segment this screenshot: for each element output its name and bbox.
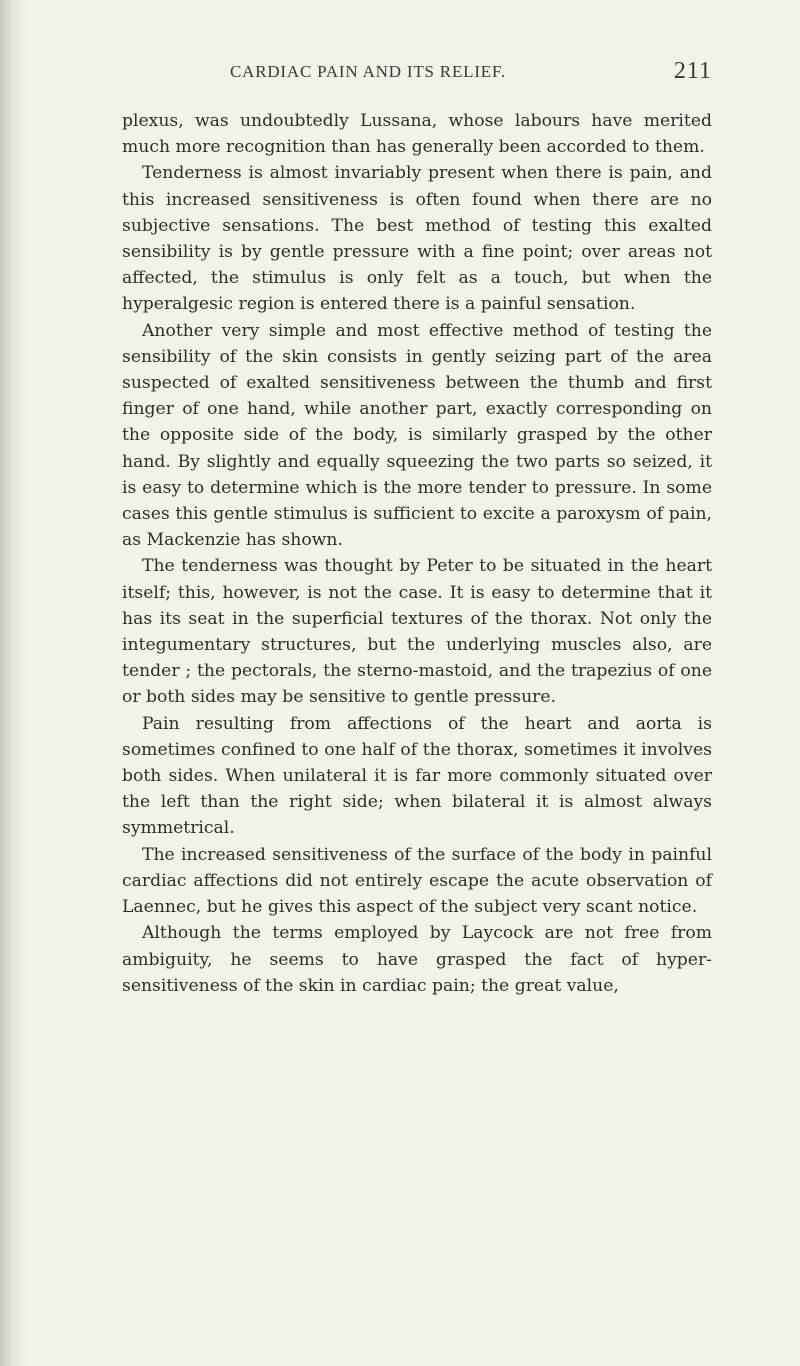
paragraph: The tenderness was thought by Peter to be situated in the heart itself; this, however, is not the case. It is easy to determine that it has its seat in the superficial textures of the thorax. Not only the integumentary structures, but the underlying muscles also, are tender ; the pectorals, the sterno-mastoid, and the trapezius of one or both sides may be sensitive to gentle pressure.: [122, 556, 712, 708]
paragraph: The increased sensitiveness of the surface of the body in painful cardiac affections did not entirely escape the acute observation of Laennec, but he gives this aspect of the subject very scant notice.: [122, 844, 712, 918]
paragraph: plexus, was undoubtedly Lussana, whose labours have merited much more recognition than has generally been accorded to them.: [122, 111, 712, 158]
body-text: [122, 108, 712, 999]
paragraph: Another very simple and most effective method of testing the sensibility of the skin consists in gently seizing part of the area suspected of exalted sensitiveness between the thumb and first finger of one hand, while another part, exactly corresponding on the opposite side of the body, is similarly grasped by the other hand. By slightly and equally squeezing the two parts so seized, it is easy to determine which is the more tender to pressure. In some cases this gentle stimulus is sufficient to excite a paroxysm of pain, as Mackenzie has shown.: [122, 320, 712, 551]
page-header: [122, 58, 712, 88]
paragraph: Although the terms employed by Laycock are not free from ambiguity, he seems to have grasped the fact of hyper-sensitiveness of the skin in cardiac pain; the great value,: [122, 923, 712, 996]
paragraph: Tenderness is almost invariably present when there is pain, and this increased sensitiveness is often found when there are no subjective sensations. The best method of testing this exalted sensibility is by gentle pressure with a fine point; over areas not affected, the stimulus is only felt as a touch, but when the hyperalgesic region is entered there is a painful sensation.: [122, 163, 712, 315]
binding-shadow: [0, 0, 26, 1366]
page-number: 211: [673, 58, 712, 84]
running-head: CARDIAC PAIN AND ITS RELIEF.: [230, 62, 506, 81]
paragraph: Pain resulting from affections of the heart and aorta is sometimes confined to one half of the thorax, sometimes it involves both sides. When unilateral it is far more commonly situated over the left than the right side; when bilateral it is almost always symmetrical.: [122, 713, 712, 839]
